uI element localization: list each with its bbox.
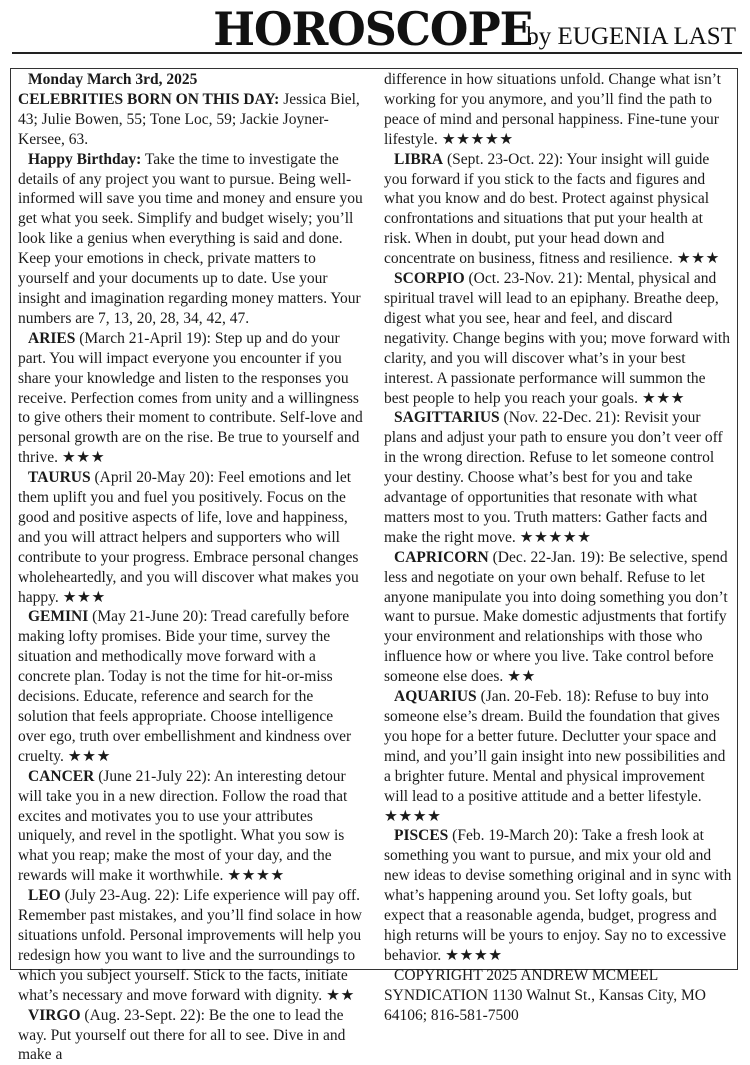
sign-text: An interesting detour will take you in a new direction. Follow the road that excites and motivates you to use your attributes uniquely, and revel in the spotlight. What you sow is what you reap; make the most of your day, and the rewards will make it worthwhile.	[18, 767, 348, 885]
sign-name: VIRGO	[28, 1006, 81, 1024]
sign-dates: (Feb. 19-March 20):	[448, 827, 582, 845]
sign-text: Life experience will pay off. Remember past mistakes, and you’ll find solace in how situations unfold. Personal improvements will help you redesign how you want to live and the surroundings to which you subject yourself. Stick to the facts, initiate what’s necessary and move forward with dignity.	[18, 887, 362, 1004]
sign-name: SAGITTARIUS	[394, 409, 500, 427]
birthday-paragraph	[18, 150, 364, 329]
star-rating: ★★★	[61, 449, 106, 467]
sign-name: AQUARIUS	[394, 688, 477, 706]
sign-dates: (June 21-July 22):	[94, 767, 214, 785]
star-rating: ★★★	[67, 747, 111, 765]
sign-name: TAURUS	[28, 469, 91, 487]
sign-dates: (Oct. 23-Nov. 21):	[464, 270, 587, 288]
sign-gemini	[18, 607, 364, 766]
star-rating: ★★★★	[384, 807, 442, 825]
byline: by EUGENIA LAST	[526, 23, 736, 50]
star-rating: ★★★★★	[519, 528, 592, 546]
sign-leo	[18, 886, 364, 1005]
sign-taurus	[18, 468, 364, 607]
sign-name: GEMINI	[28, 608, 89, 626]
star-rating: ★★★★	[445, 946, 503, 964]
sign-dates: (Sept. 23-Oct. 22):	[443, 150, 567, 168]
sign-text-part2: difference in how situations unfold. Change what isn’t working for you anymore, and you’ll find the path to peace of mind and personal happiness. Fine-tune your lifestyle.	[384, 71, 721, 148]
star-rating: ★★★★	[227, 867, 285, 885]
sign-text: Refuse to buy into someone else’s dream. Build the foundation that gives you hope for a better future. Declutter your space and mind, and you’ll gain insight into new possibilities and a brighter future. Mental and physical improvement will lead to a positive attitude and a better lifestyle.	[384, 688, 726, 805]
left-column	[18, 70, 364, 1065]
celebrities-text: Jessica Biel, 43; Julie Bowen, 55; Tone Loc, 59; Jackie Joyner-Kersee, 63.	[18, 90, 360, 148]
sign-dates: (Nov. 22-Dec. 21):	[499, 409, 625, 427]
sign-text: Feel emotions and let them uplift you and fuel you positively. Focus on the good and positive aspects of life, love and happiness, and you will attract helpers and supporters who will contribute to your progress. Embrace personal changes wholeheartedly, and you will discover what makes you happy.	[18, 469, 359, 606]
sign-dates: (July 23-Aug. 22):	[60, 887, 184, 905]
sign-dates: (Aug. 23-Sept. 22):	[80, 1006, 209, 1024]
sign-text: Step up and do your part. You will impact everyone you encounter if you share your knowledge and listen to the responses you receive. Perfection comes from unity and a willingness to give others their moment to contribute. Self-love and personal growth are on the rise. Be true to yourself and thrive.	[18, 329, 363, 467]
star-rating: ★★	[326, 986, 355, 1004]
star-rating: ★★★★★	[441, 130, 514, 148]
title-rule	[12, 52, 742, 54]
sign-aries	[18, 329, 364, 468]
sign-name: LEO	[28, 887, 61, 905]
page-title: HOROSCOPE	[212, 2, 532, 56]
sign-dates: (May 21-June 20):	[88, 608, 212, 626]
sign-dates: (Jan. 20-Feb. 18):	[476, 688, 595, 706]
birthday-label: Happy Birthday:	[28, 150, 142, 168]
celebrities-label: CELEBRITIES BORN ON THIS DAY:	[18, 90, 280, 108]
masthead	[0, 0, 750, 56]
sign-capricorn	[384, 548, 732, 687]
sign-virgo-continued	[384, 70, 732, 150]
sign-cancer	[18, 767, 364, 886]
sign-text: Take a fresh look at something you want to pursue, and mix your old and new ideas to devise something original and in sync with what’s happening around you. Set lofty goals, but expect that a reasonable agenda, budget, progress and high returns will be yours to enjoy. Say no to excessive behavior.	[384, 827, 732, 964]
sign-name: SCORPIO	[394, 270, 465, 288]
sign-pisces	[384, 826, 732, 965]
star-rating: ★★★	[641, 389, 686, 407]
sign-dates: (March 21-April 19):	[75, 329, 215, 347]
sign-text: Mental, physical and spiritual travel will lead to an epiphany. Breathe deep, digest what you see, hear and feel, and discard negativity. Change begins with you; move forward with clarity, and you will discover what’s in your best interest. A passionate performance will summon the best people to help you reach your goals.	[384, 270, 730, 407]
sign-dates: (April 20-May 20):	[90, 469, 219, 487]
sign-name: PISCES	[394, 827, 449, 845]
star-rating: ★★	[507, 668, 536, 686]
sign-text: Tread carefully before making lofty promises. Bide your time, survey the situation and methodically move forward with a concrete plan. Today is not the time for hit-or-miss decisions. Educate, reference and search for the solution that feels appropriate. Choose intelligence over ego, truth over embellishment and kindness over cruelty.	[18, 608, 352, 765]
right-column	[384, 70, 732, 1026]
sign-dates: (Dec. 22-Jan. 19):	[488, 548, 609, 566]
sign-name: LIBRA	[394, 150, 444, 168]
star-rating: ★★★	[676, 250, 720, 268]
sign-text: Revisit your plans and adjust your path to ensure you don’t veer off in the wrong direction. Refuse to let someone control your destiny. Choose what’s best for you and take advantage of opportunities that resonate with what matters most to you. Truth matters: Gather facts and make the right move.	[384, 409, 723, 546]
sign-name: CANCER	[28, 767, 95, 785]
birthday-text: Take the time to investigate the details of any project you want to pursue. Being well-informed will save you time and money and ensure you get what you seek. Simplify and budget wisely; you’ll look like a genius when everything is said and done. Keep your emotions in check, private matters to yourself and your documents up to date. Use your insight and imagination regarding money matters. Your numbers are 7, 13, 20, 28, 34, 42, 47.	[18, 150, 363, 327]
copyright-notice: COPYRIGHT 2025 ANDREW MCMEEL SYNDICATION 1130 Walnut St., Kansas City, MO 64106; 816-581-7500	[384, 966, 706, 1024]
sign-virgo-start	[18, 1006, 364, 1065]
sign-name: CAPRICORN	[394, 548, 489, 566]
date-line: Monday March 3rd, 2025	[28, 71, 198, 88]
sign-sagittarius	[384, 408, 732, 547]
celebrities-paragraph	[18, 90, 364, 150]
sign-text-part1: Be the one to lead the way. Put yourself out there for all to see. Dive in and make a	[18, 1006, 346, 1064]
sign-name: ARIES	[28, 329, 76, 347]
sign-text: Be selective, spend less and negotiate on your own behalf. Refuse to let anyone manipulate you into doing something you don’t want to pursue. Make domestic adjustments that fortify your environment and relationships with those who influence how or where you live. Take control before someone else does.	[384, 548, 728, 686]
star-rating: ★★★	[62, 588, 106, 606]
sign-text: Your insight will guide you forward if you stick to the facts and figures and what you know and do best. Protect against physical confrontations and situations that put your health at risk. When in doubt, put your head down and concentrate on business, fitness and resilience.	[384, 150, 710, 268]
sign-aquarius	[384, 687, 732, 826]
sign-scorpio	[384, 269, 732, 408]
sign-libra	[384, 150, 732, 269]
